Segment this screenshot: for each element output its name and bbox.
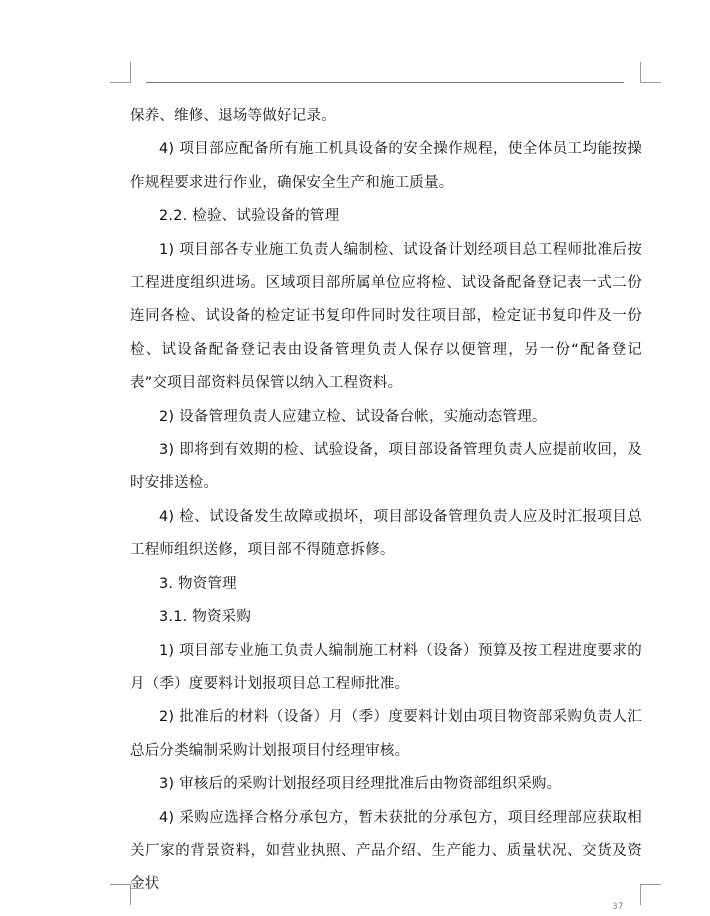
crop-mark-bottom-right: [640, 884, 661, 905]
paragraph: 3) 审核后的采购计划报经项目经理批准后由物资部组织采购。: [159, 776, 562, 793]
page-number: 37: [612, 902, 624, 912]
paragraph: 2) 设备管理负责人应建立检、试设备台帐，实施动态管理。: [159, 408, 547, 425]
header-rule: [146, 82, 624, 83]
paragraph: 1) 项目部专业施工负责人编制施工材料（设备）预算及按工程进度要求的月（季）度要料计划报项目总工程师批准。: [130, 642, 642, 692]
paragraph: 保养、维修、退场等做好记录。: [130, 108, 336, 124]
paragraph: 2) 批准后的材料（设备）月（季）度要料计划由项目物资部采购负责人汇总后分类编制采购计划报项目付经理审核。: [130, 709, 642, 759]
paragraph: 4) 检、试设备发生故障或损坏，项目部设备管理负责人应及时汇报项目总工程师组织送修，项目部不得随意拆修。: [130, 508, 642, 559]
body-text: [130, 100, 642, 902]
crop-mark-bottom-left: [110, 884, 131, 905]
paragraph: 3) 即将到有效期的检、试验设备，项目部设备管理负责人应提前收回，及时安排送检。: [130, 442, 642, 492]
section-heading: 3. 物资管理: [159, 575, 237, 592]
crop-mark-top-right: [640, 62, 661, 83]
section-heading: 3.1. 物资采购: [159, 609, 252, 626]
paragraph: 4) 项目部应配备所有施工机具设备的安全操作规程，使全体员工均能按操作规程要求进行作业，确保安全生产和施工质量。: [130, 141, 642, 191]
paragraph: 1) 项目部各专业施工负责人编制检、试设备计划经项目总工程师批准后按工程进度组织进场。区域项目部所属单位应将检、试设备配备登记表一式二份连同各检、试设备的检定证书复印件同时发往项目部，检定证书复印件及一份检、试设备配备登记表由设备管理负责人保存以便管理，另一份“配备登记表”交项目部资料员保管以纳入工程资料。: [130, 241, 642, 392]
paragraph: 4) 采购应选择合格分承包方，暂未获批的分承包方，项目经理部应获取相关厂家的背景资料，如营业执照、产品介绍、生产能力、质量状况、交货及资金状: [130, 809, 642, 893]
crop-mark-top-left: [110, 62, 131, 83]
section-heading: 2.2. 检验、试验设备的管理: [159, 208, 340, 225]
